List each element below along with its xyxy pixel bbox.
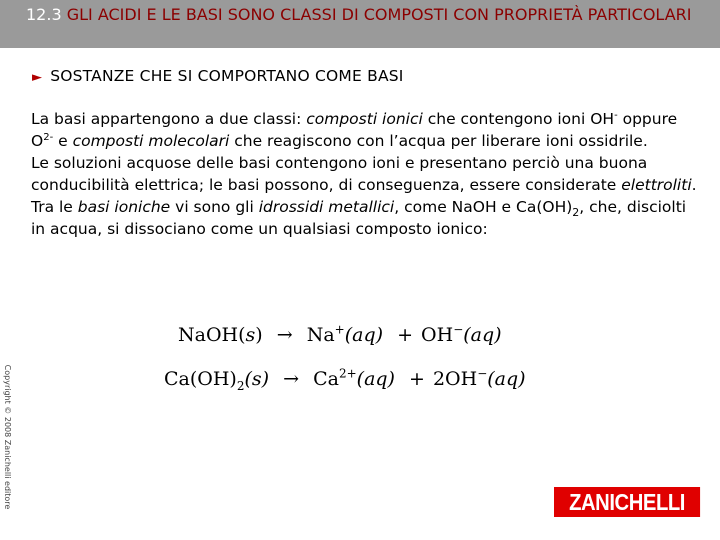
- emphasis: idrossidi metallici: [258, 198, 395, 216]
- emphasis: composti molecolari: [72, 132, 230, 150]
- paragraph-1: [31, 108, 701, 152]
- state: (aq): [356, 368, 395, 390]
- text: La basi appartengono a due classi:: [31, 110, 307, 128]
- paragraph-2: [31, 152, 701, 196]
- charge: 2-: [43, 131, 54, 143]
- state: (aq): [487, 368, 526, 390]
- text: .: [691, 176, 697, 194]
- text: Tra le: [31, 198, 78, 216]
- text: che contengono ioni OH: [422, 110, 615, 128]
- title-bar: [0, 0, 720, 48]
- product: Ca: [313, 368, 339, 390]
- emphasis: basi ioniche: [77, 198, 171, 216]
- state: (aq): [463, 324, 502, 346]
- text: , che, disciolti in acqua, si dissociano come un qualsiasi composto ionico:: [31, 198, 687, 238]
- charge: −: [477, 366, 488, 381]
- reactant: NaOH(: [178, 324, 246, 346]
- text: , come Na: [394, 198, 473, 216]
- text: Le soluzioni acquose delle basi contengono ioni e presentano perciò una buona conducibilità elettrica; le basi possono, di conseguenza, essere considerate: [31, 154, 648, 194]
- plus-sign: +: [409, 368, 425, 390]
- charge: +: [334, 322, 345, 337]
- zanichelli-logo: ZANICHELLI: [554, 487, 700, 517]
- paragraph-3: [31, 196, 701, 240]
- chapter-number: 12.3: [26, 5, 62, 24]
- charge: 2+: [338, 366, 357, 381]
- plus-sign: +: [397, 324, 414, 346]
- reaction-arrow-icon: →: [283, 368, 300, 390]
- section-heading: [32, 67, 404, 85]
- reactant: Ca(OH): [164, 368, 237, 390]
- text: ): [255, 324, 263, 346]
- chapter-title: GLI ACIDI E LE BASI SONO CLASSI DI COMPOSTI CON PROPRIETÀ PARTICOLARI: [66, 5, 692, 24]
- body-text: [31, 108, 701, 240]
- triangle-bullet-icon: ►: [32, 70, 43, 85]
- state: s: [245, 324, 256, 346]
- product: OH: [421, 324, 454, 346]
- product: 2OH: [432, 368, 478, 390]
- state: (aq): [344, 324, 384, 346]
- reaction-arrow-icon: →: [276, 324, 293, 346]
- emphasis: elettroliti: [621, 176, 692, 194]
- state: (s): [244, 368, 270, 390]
- text: che reagiscono con l’acqua per liberare ioni ossidrile.: [229, 132, 648, 150]
- charge: -: [614, 109, 618, 121]
- text: OH e Ca(OH): [472, 198, 573, 216]
- text: e: [53, 132, 73, 150]
- charge: −: [453, 322, 464, 337]
- text: oppure O: [31, 110, 678, 150]
- subscript: 2: [572, 206, 580, 220]
- equation-naoh: [178, 324, 502, 346]
- text: vi sono gli: [170, 198, 259, 216]
- emphasis: composti ionici: [306, 110, 423, 128]
- copyright-notice: Copyright © 2008 Zanichelli editore: [3, 364, 12, 510]
- product: Na: [306, 324, 335, 346]
- page-title: [26, 5, 706, 25]
- subscript: 2: [236, 378, 245, 393]
- section-title: SOSTANZE CHE SI COMPORTANO COME BASI: [50, 67, 404, 85]
- equation-caoh2: [164, 366, 526, 393]
